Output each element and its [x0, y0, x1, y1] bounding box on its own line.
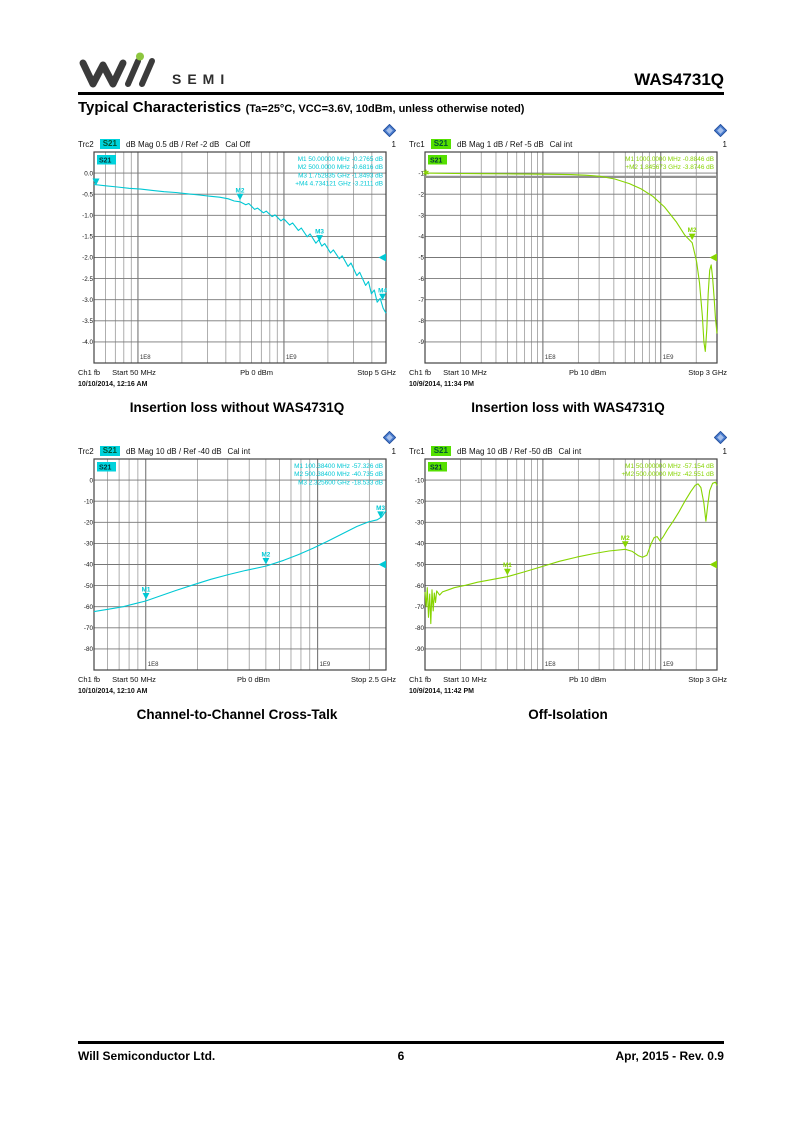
panel-off-isolation — [409, 445, 727, 722]
section-heading — [78, 99, 524, 117]
svg-text:-3.5: -3.5 — [82, 318, 93, 325]
svg-text:-8: -8 — [418, 318, 424, 325]
trace-id: Trc1 — [409, 446, 425, 456]
rs-diamond-icon — [383, 431, 396, 444]
power-label: Pb 0 dBm — [236, 675, 270, 684]
svg-text:1E9: 1E9 — [662, 355, 674, 361]
svg-text:-70: -70 — [83, 625, 93, 632]
panel-crosstalk — [78, 445, 396, 722]
start-freq-label: Start 50 MHz — [112, 368, 156, 377]
scale-label: dB Mag 10 dB / Ref -50 dB — [456, 446, 553, 456]
svg-text:M2: M2 — [620, 534, 630, 542]
meas-badge: S21 — [100, 139, 120, 149]
meas-badge: S21 — [431, 446, 451, 456]
svg-text:-10: -10 — [83, 498, 93, 506]
start-freq-label: Start 10 MHz — [443, 368, 487, 377]
power-label: Pb 10 dBm — [568, 368, 607, 377]
panel-insertion-loss-without — [78, 138, 396, 415]
svg-text:-7: -7 — [418, 296, 424, 304]
cal-label: Cal int — [558, 446, 582, 456]
svg-text:-70: -70 — [414, 603, 424, 611]
svg-text:-1.0: -1.0 — [82, 212, 93, 220]
trace-info-bar — [409, 138, 727, 150]
panel-insertion-loss-with — [409, 138, 727, 415]
trace-id: Trc1 — [409, 139, 425, 149]
svg-text:-20: -20 — [414, 498, 424, 506]
start-freq-label: Start 50 MHz — [112, 675, 156, 684]
section-title: Typical Characteristics — [78, 99, 242, 116]
sparam-plot — [78, 457, 396, 673]
trace-info-bar — [409, 445, 727, 457]
chart-caption: Insertion loss without WAS4731Q — [129, 400, 345, 415]
svg-text:-2: -2 — [418, 191, 424, 199]
trace-info-bar — [78, 138, 396, 150]
svg-text:S21: S21 — [430, 157, 443, 165]
svg-text:-10: -10 — [414, 477, 424, 485]
part-number: WAS4731Q — [634, 70, 724, 89]
svg-text:1E8: 1E8 — [139, 355, 151, 361]
svg-text:-4.0: -4.0 — [82, 339, 93, 347]
svg-text:-50: -50 — [83, 582, 93, 590]
svg-text:-90: -90 — [414, 646, 424, 654]
axis-annotation-row — [409, 367, 727, 378]
svg-text:-2.5: -2.5 — [82, 275, 93, 283]
svg-text:-1: -1 — [418, 170, 424, 178]
svg-text:-0.5: -0.5 — [82, 191, 93, 199]
stop-freq-label: Stop 3 GHz — [688, 368, 727, 377]
svg-text:M3 2.325600 GHz -18.533 dB: M3 2.325600 GHz -18.533 dB — [298, 479, 383, 487]
timestamp: 10/9/2014, 11:34 PM — [409, 381, 474, 388]
svg-text:-30: -30 — [83, 540, 93, 548]
page-footer — [78, 1041, 724, 1063]
svg-text:1E9: 1E9 — [319, 662, 331, 668]
svg-text:M2 500.38400 MHz -40.735 dB: M2 500.38400 MHz -40.735 dB — [294, 471, 383, 479]
start-freq-label: Start 10 MHz — [443, 675, 487, 684]
svg-text:M4: M4 — [378, 287, 387, 295]
axis-annotation-row — [409, 674, 727, 685]
window-number: 1 — [722, 446, 727, 456]
window-number: 1 — [391, 446, 396, 456]
cal-label: Cal int — [227, 446, 251, 456]
cal-label: Cal Off — [225, 139, 251, 149]
svg-text:+M2 1.845673 GHz -3.8746 dB: +M2 1.845673 GHz -3.8746 dB — [625, 164, 714, 172]
chart-caption: Off-Isolation — [528, 707, 608, 722]
sparam-plot — [409, 457, 727, 673]
svg-text:M2: M2 — [261, 551, 271, 559]
power-label: Pb 10 dBm — [568, 675, 607, 684]
svg-text:S21: S21 — [99, 157, 112, 165]
axis-annotation-row — [78, 367, 396, 378]
svg-text:M1: M1 — [502, 562, 512, 570]
svg-text:1E9: 1E9 — [662, 662, 674, 668]
svg-text:0: 0 — [89, 477, 93, 485]
svg-text:M3: M3 — [376, 504, 386, 512]
meas-badge: S21 — [431, 139, 451, 149]
svg-text:M1 50.000000 MHz -57.154 dB: M1 50.000000 MHz -57.154 dB — [625, 463, 714, 470]
stop-freq-label: Stop 3 GHz — [688, 675, 727, 684]
sparam-plot — [78, 150, 396, 366]
brand-semi-text: SEMI — [172, 71, 231, 87]
svg-text:-60: -60 — [414, 582, 424, 590]
svg-text:0.0: 0.0 — [84, 170, 93, 178]
svg-text:1E9: 1E9 — [285, 355, 297, 361]
svg-text:-50: -50 — [414, 561, 424, 569]
rs-diamond-icon — [383, 124, 396, 137]
sparam-plot — [409, 150, 727, 366]
window-number: 1 — [722, 139, 727, 149]
svg-text:-3: -3 — [418, 212, 424, 220]
svg-text:S21: S21 — [430, 464, 443, 472]
section-subtitle: (Ta=25°C, VCC=3.6V, 10dBm, unless otherwise noted) — [245, 103, 525, 115]
channel-label: Ch1 fb — [78, 675, 101, 684]
timestamp: 10/10/2014, 12:16 AM — [78, 381, 148, 388]
svg-text:M2: M2 — [687, 227, 697, 235]
scale-label: dB Mag 1 dB / Ref -5 dB — [456, 139, 544, 149]
svg-text:-6: -6 — [418, 275, 424, 283]
rs-diamond-icon — [714, 124, 727, 137]
will-logo-icon — [78, 52, 162, 90]
chart-caption: Channel-to-Channel Cross-Talk — [136, 707, 338, 722]
svg-text:M3 1.752835 GHz -1.8493 dB: M3 1.752835 GHz -1.8493 dB — [298, 172, 383, 180]
channel-label: Ch1 fb — [409, 368, 432, 377]
trace-id: Trc2 — [78, 139, 94, 149]
timestamp: 10/9/2014, 11:42 PM — [409, 688, 474, 695]
header-rule — [78, 92, 724, 95]
svg-text:+M2 500.00000 MHz -42.551 d: +M2 500.00000 MHz -42.551 dB — [621, 471, 714, 479]
svg-text:-40: -40 — [414, 540, 424, 548]
cal-label: Cal int — [549, 139, 573, 149]
characteristics-grid — [78, 138, 727, 722]
scale-label: dB Mag 0.5 dB / Ref -2 dB — [125, 139, 220, 149]
svg-text:M3: M3 — [315, 228, 324, 236]
svg-text:-60: -60 — [83, 603, 93, 611]
trace-id: Trc2 — [78, 446, 94, 456]
svg-text:-2.0: -2.0 — [82, 254, 93, 262]
svg-text:M1 100.38400 MHz -57.326 dB: M1 100.38400 MHz -57.326 dB — [294, 463, 383, 470]
channel-label: Ch1 fb — [78, 368, 101, 377]
svg-text:-4: -4 — [418, 233, 424, 241]
footer-page-number: 6 — [397, 1049, 405, 1063]
svg-text:-5: -5 — [418, 254, 424, 262]
chart-caption: Insertion loss with WAS4731Q — [471, 400, 665, 415]
meas-badge: S21 — [100, 446, 120, 456]
svg-text:1E8: 1E8 — [544, 355, 556, 361]
svg-text:S21: S21 — [99, 464, 112, 472]
svg-text:M1 50.00000 MHz -0.2765 dB: M1 50.00000 MHz -0.2765 dB — [297, 156, 383, 163]
svg-text:-9: -9 — [418, 339, 424, 347]
axis-annotation-row — [78, 674, 396, 685]
footer-revision: Apr, 2015 - Rev. 0.9 — [615, 1049, 724, 1063]
timestamp: 10/10/2014, 12:10 AM — [78, 688, 148, 695]
svg-text:M2: M2 — [235, 187, 245, 195]
rs-diamond-icon — [714, 431, 727, 444]
svg-text:-1.5: -1.5 — [82, 233, 93, 241]
channel-label: Ch1 fb — [409, 675, 432, 684]
svg-text:✱: ✱ — [422, 168, 430, 178]
scale-label: dB Mag 10 dB / Ref -40 dB — [125, 446, 222, 456]
page-header — [78, 48, 724, 90]
power-label: Pb 0 dBm — [240, 368, 274, 377]
brand-logo — [78, 52, 230, 90]
trace-info-bar — [78, 445, 396, 457]
svg-text:M1 1000.0000 MHz -0.8846 dB: M1 1000.0000 MHz -0.8846 dB — [625, 156, 714, 163]
svg-text:M2 500.0000 MHz -0.6816 dB: M2 500.0000 MHz -0.6816 dB — [297, 164, 383, 172]
svg-text:M1: M1 — [141, 586, 151, 594]
svg-text:-80: -80 — [414, 625, 424, 632]
svg-text:1E8: 1E8 — [544, 662, 556, 668]
svg-text:1E8: 1E8 — [147, 662, 159, 668]
svg-text:+M4 4.734121 GHz -3.2111 dB: +M4 4.734121 GHz -3.2111 dB — [295, 180, 383, 188]
svg-text:-80: -80 — [83, 646, 93, 654]
svg-text:-20: -20 — [83, 519, 93, 527]
svg-text:-30: -30 — [414, 519, 424, 527]
stop-freq-label: Stop 2.5 GHz — [350, 675, 396, 684]
stop-freq-label: Stop 5 GHz — [357, 368, 396, 377]
svg-text:-3.0: -3.0 — [82, 296, 93, 304]
window-number: 1 — [391, 139, 396, 149]
svg-text:-40: -40 — [83, 561, 93, 569]
footer-company: Will Semiconductor Ltd. — [78, 1049, 216, 1063]
